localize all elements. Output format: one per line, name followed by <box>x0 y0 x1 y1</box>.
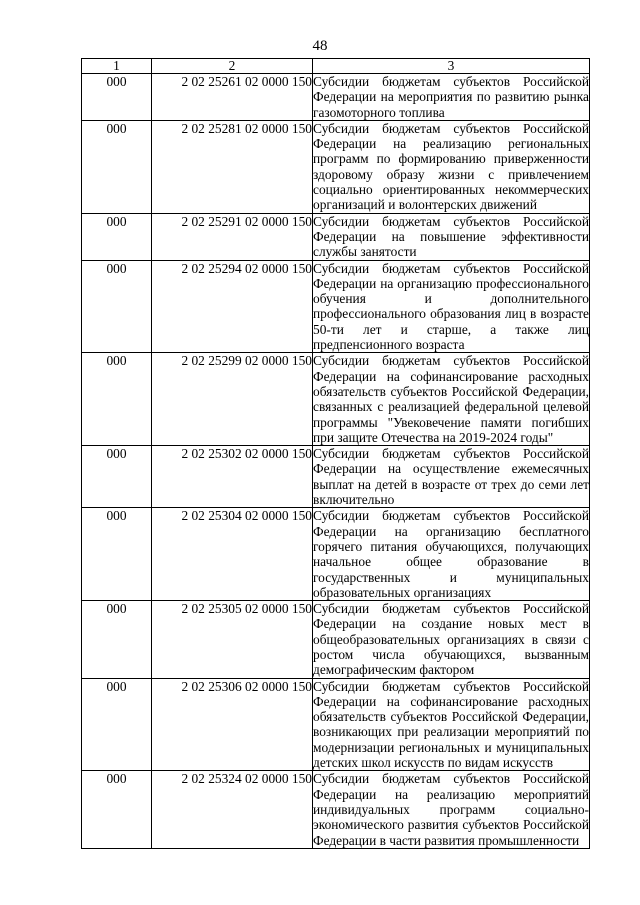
table-row <box>82 678 590 771</box>
admin-code-cell: 000 <box>82 771 152 848</box>
description-line: детских школ искусств по видам искусств <box>313 755 554 771</box>
admin-code-cell: 000 <box>82 260 152 353</box>
table-row <box>82 353 590 446</box>
budget-code-cell: 2 02 25324 02 0000 150 <box>152 771 313 848</box>
description-line: включительно <box>313 492 395 508</box>
description-line: Субсидии бюджетам субъектов Российской <box>313 601 589 617</box>
description-line: обязательств субъектов Российской Федерации, <box>313 383 589 399</box>
description-cell <box>313 74 590 121</box>
table-row <box>82 213 590 260</box>
description-line: Субсидии бюджетам субъектов Российской <box>313 446 589 462</box>
page-number: 48 <box>312 38 328 54</box>
admin-code-cell: 000 <box>82 120 152 213</box>
description-line: профессионального образования лиц в возрасте <box>313 306 589 322</box>
budget-code-cell: 2 02 25261 02 0000 150 <box>152 74 313 121</box>
header-col-1: 1 <box>82 59 152 74</box>
description-line: предпенсионного возраста <box>313 337 465 353</box>
description-line: Федерации на мероприятия по развитию рынка <box>313 89 589 105</box>
description-line: Субсидии бюджетам субъектов Российской <box>313 353 589 369</box>
table-row <box>82 446 590 508</box>
admin-code-cell: 000 <box>82 74 152 121</box>
description-cell <box>313 120 590 213</box>
description-line: Федерации на реализацию мероприятий <box>313 786 589 802</box>
budget-code-cell: 2 02 25291 02 0000 150 <box>152 213 313 260</box>
description-cell <box>313 508 590 601</box>
description-line: выплат на детей в возрасте от трех до семи лет <box>313 476 589 492</box>
table-body <box>82 59 590 849</box>
description-line: обучения и дополнительного <box>313 291 589 307</box>
description-line: Федерации на создание новых мест в <box>313 616 589 632</box>
table-header-row <box>82 59 590 74</box>
table-row <box>82 771 590 848</box>
table-row <box>82 508 590 601</box>
description-line: 50-ти лет и старше, а также лиц <box>313 321 589 337</box>
table-row <box>82 120 590 213</box>
description-line: Федерации на реализацию региональных <box>313 136 589 152</box>
description-line: Субсидии бюджетам субъектов Российской <box>313 508 589 524</box>
description-line: индивидуальных программ социально- <box>313 801 589 817</box>
description-line: Федерации на повышение эффективности <box>313 228 589 244</box>
table-row <box>82 74 590 121</box>
description-line: Субсидии бюджетам субъектов Российской <box>313 678 589 694</box>
description-line: государственных и муниципальных <box>313 569 589 585</box>
description-cell <box>313 353 590 446</box>
description-cell <box>313 260 590 353</box>
description-line: возникающих при реализации мероприятий по <box>313 724 589 740</box>
description-cell <box>313 678 590 771</box>
description-line: газомоторного топлива <box>313 104 445 120</box>
description-line: при защите Отечества на 2019-2024 годы" <box>313 429 554 445</box>
description-line: социально ориентированных некоммерческих <box>313 182 589 198</box>
description-line: Федерации на организацию бесплатного <box>313 523 589 539</box>
description-line: Федерации на софинансирование расходных <box>313 693 589 709</box>
budget-code-cell: 2 02 25294 02 0000 150 <box>152 260 313 353</box>
description-line: Субсидии бюджетам субъектов Российской <box>313 74 589 89</box>
description-line: модернизации региональных и муниципальных <box>313 739 589 755</box>
description-cell <box>313 601 590 678</box>
description-line: Субсидии бюджетам субъектов Российской <box>313 120 589 136</box>
admin-code-cell: 000 <box>82 213 152 260</box>
table-row <box>82 601 590 678</box>
description-line: горячего питания обучающихся, получающих <box>313 538 589 554</box>
description-line: здоровому образу жизни с привлечением <box>313 166 589 182</box>
admin-code-cell: 000 <box>82 508 152 601</box>
admin-code-cell: 000 <box>82 601 152 678</box>
admin-code-cell: 000 <box>82 678 152 771</box>
description-line: Субсидии бюджетам субъектов Российской <box>313 260 589 276</box>
description-line: Федерации на организацию профессионального <box>313 275 589 291</box>
description-line: демографическим фактором <box>313 662 475 678</box>
description-line: ростом числа обучающихся, вызванным <box>313 646 589 662</box>
description-cell <box>313 213 590 260</box>
budget-code-cell: 2 02 25306 02 0000 150 <box>152 678 313 771</box>
admin-code-cell: 000 <box>82 446 152 508</box>
description-line: программ по формированию приверженности <box>313 151 589 167</box>
table-row <box>82 260 590 353</box>
header-col-3: 3 <box>313 59 590 74</box>
description-line: связанных с реализацией федеральной целевой <box>313 399 589 415</box>
budget-code-cell: 2 02 25305 02 0000 150 <box>152 601 313 678</box>
description-line: Субсидии бюджетам субъектов Российской <box>313 771 589 787</box>
description-line: Федерации на осуществление ежемесячных <box>313 461 589 477</box>
budget-codes-table <box>81 58 590 849</box>
description-line: образовательных организациях <box>313 584 492 600</box>
description-line: обязательств субъектов Российской Федерации, <box>313 709 589 725</box>
description-line: организаций и волонтерских движений <box>313 197 538 213</box>
description-line: Федерации в части развития промышленности <box>313 832 580 848</box>
header-col-2: 2 <box>152 59 313 74</box>
description-line: программы "Увековечение памяти погибших <box>313 414 589 430</box>
budget-code-cell: 2 02 25302 02 0000 150 <box>152 446 313 508</box>
description-line: общеобразовательных организациях в связи с <box>313 631 589 647</box>
description-line: службы занятости <box>313 244 417 260</box>
description-cell <box>313 771 590 848</box>
budget-code-cell: 2 02 25299 02 0000 150 <box>152 353 313 446</box>
description-line: Субсидии бюджетам субъектов Российской <box>313 213 589 229</box>
budget-code-cell: 2 02 25281 02 0000 150 <box>152 120 313 213</box>
description-line: экономического развития субъектов Российской <box>313 817 589 833</box>
description-cell <box>313 446 590 508</box>
description-line: Федерации на софинансирование расходных <box>313 368 589 384</box>
admin-code-cell: 000 <box>82 353 152 446</box>
budget-code-cell: 2 02 25304 02 0000 150 <box>152 508 313 601</box>
description-line: начальное общее образование в <box>313 554 589 570</box>
